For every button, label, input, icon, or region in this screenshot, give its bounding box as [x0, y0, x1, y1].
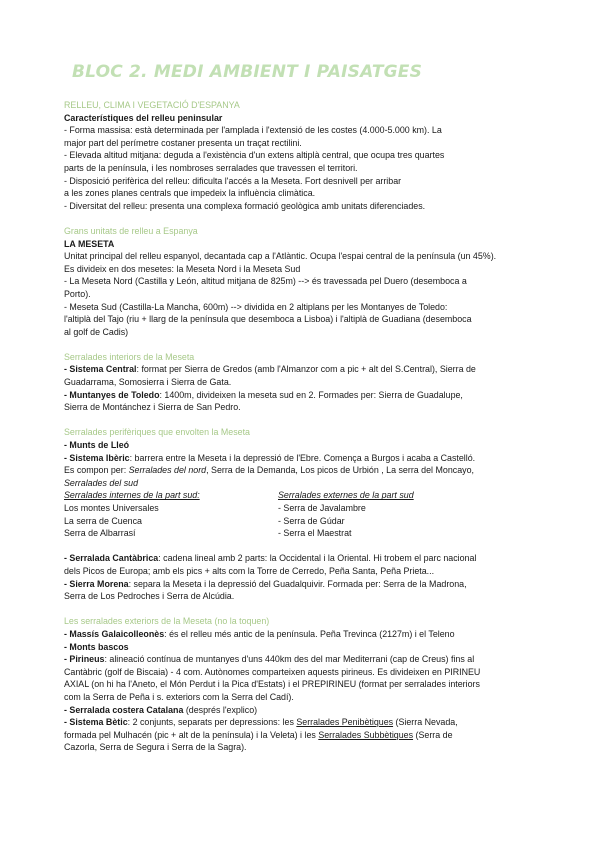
section-heading-relief: RELLEU, CLIMA I VEGETACIÓ D'ESPANYA — [64, 100, 240, 110]
list-item: Serra de Albarrasí — [64, 528, 136, 539]
text-span: Serralades Penibètiques — [296, 717, 394, 728]
text-line — [64, 653, 544, 666]
text-span: : cadena lineal amb 2 parts: la Occidental i la Oriental. Hi trobem el parc nacional — [158, 553, 477, 564]
list-item: - Serra el Maestrat — [278, 528, 352, 539]
list-item: La serra de Cuenca — [64, 515, 142, 526]
column-heading-internal: Serralades internes de la part sud: — [64, 490, 200, 501]
text-line — [64, 716, 544, 729]
term-sistema-iberic: - Sistema Ibèric — [64, 452, 130, 463]
term-massis-galaicolleones: - Massís Galaicolleonès — [64, 628, 165, 639]
text-line — [64, 464, 544, 477]
text-line — [64, 363, 544, 376]
text-line: a les zones planes centrals que impedeix la influència climàtica. — [64, 188, 316, 199]
text-line: al golf de Cadis) — [64, 326, 129, 337]
text-span: (Sierra Nevada, — [393, 717, 458, 728]
text-line: - Forma massisa: està determinada per l'amplada i l'extensió de les costes (4.000-5.000 km). La — [64, 125, 442, 136]
text-line: Sierra de Montánchez i Sierra de San Pedro. — [64, 402, 241, 413]
term-muntanyes-toledo: - Muntanyes de Toledo — [64, 389, 160, 400]
text-line — [64, 578, 544, 591]
text-span: (Serra de — [413, 729, 453, 740]
text-line: Es divideix en dos mesetes: la Meseta Nord i la Meseta Sud — [64, 263, 301, 274]
document-title: BLOC 2. MEDI AMBIENT I PAISATGES — [72, 62, 423, 82]
text-line: Porto). — [64, 288, 91, 299]
term-monts-bascos: - Monts bascos — [64, 641, 129, 652]
text-line — [64, 452, 544, 465]
text-line: - La Meseta Nord (Castilla y León, altitud mitjana de 825m) --> és travessada pel Duero (desemboca a — [64, 276, 467, 287]
text-span: (després l'explico) — [183, 704, 258, 715]
text-span: : alineació contínua de muntanyes d'uns 440km des del mar Mediterrani (cap de Creus) fins al — [104, 654, 475, 665]
two-column-list — [64, 489, 544, 502]
text-line — [64, 552, 544, 565]
text-span: : 2 conjunts, separats per depressions: les — [127, 717, 297, 728]
text-span: Serralades Subbètiques — [318, 729, 414, 740]
text-span: Es compon per: — [64, 465, 129, 476]
text-line: - Diversitat del relleu: presenta una complexa formació geològica amb unitats diferenciades. — [64, 200, 426, 211]
two-column-row — [64, 527, 544, 540]
two-column-row — [64, 502, 544, 515]
text-span: : 1400m, divideixen la meseta sud en 2. Formades per: Sierra de Guadalupe, — [159, 389, 463, 400]
text-line: Unitat principal del relleu espanyol, decantada cap a l'Atlàntic. Ocupa l'espai central de la península (un 45%). — [64, 251, 497, 262]
text-line: Serra de Los Pedroches i Serra de Alcúdia. — [64, 591, 235, 602]
text-line: Cazorla, Serra de Segura i Serra de la Sagra). — [64, 742, 247, 753]
text-span: formada pel Mulhacén (pic + alt de la península) i la Veleta) i les — [64, 729, 319, 740]
two-column-row — [64, 515, 544, 528]
list-item: - Serra de Javalambre — [278, 503, 366, 513]
list-item: Los montes Universales — [64, 503, 159, 513]
subheading-characteristics: Característiques del relleu peninsular — [64, 112, 223, 123]
text-line: l'altiplà del Tajo (riu + llarg de la península que desemboca a Lisboa) i l'altiplà de Guadiana (desemboca — [64, 314, 472, 325]
column-heading-external: Serralades externes de la part sud — [278, 490, 414, 501]
section-heading-peripheral: Serralades perifèriques que envolten la Meseta — [64, 427, 250, 438]
text-line: com la Serra de Peña i s. exteriors com la Serra del Cadí). — [64, 691, 294, 702]
text-span: : barrera entre la Meseta i la depressió de l'Ebre. Comença a Burgos i acaba a Castelló. — [129, 452, 476, 463]
text-line: Cantàbric (golf de Biscaia) - 4 com. Autònomes comparteixen aquests pirineus. Es divideixen en PIRINEU — [64, 666, 481, 677]
section-heading-interior: Serralades interiors de la Meseta — [64, 351, 195, 362]
text-span: Serralades del nord — [128, 465, 207, 476]
text-line: Serralades del sud — [64, 477, 139, 488]
text-line: AXIAL (on hi ha l'Aneto, el Món Perdut i la Pica d'Estats) i el PREPIRINEU (format per serralades interiors — [64, 679, 480, 690]
document-body — [64, 99, 544, 754]
term-serralada-cantabrica: - Serralada Cantàbrica — [64, 553, 159, 564]
list-item: - Serra de Gúdar — [278, 515, 345, 526]
term-sierra-morena: - Sierra Morena — [64, 578, 129, 589]
text-line: - Elevada altitud mitjana: deguda a l'existència d'un extens altiplà central, que ocupa tres quartes — [64, 150, 445, 161]
term-munts-lleo: - Munts de Lleó — [64, 440, 130, 451]
section-heading-units: Grans unitats de relleu a Espanya — [64, 225, 198, 236]
term-serralada-costera: - Serralada costera Catalana — [64, 704, 184, 715]
section-heading-exterior: Les serralades exteriors de la Meseta (no la toquen) — [64, 616, 270, 627]
text-span: : és el relleu més antic de la península. Peña Trevinca (2127m) i el Teleno — [164, 628, 455, 639]
text-line — [64, 729, 544, 742]
text-span: : separa la Meseta i la depressió del Guadalquivir. Formada per: Serra de la Madrona, — [128, 578, 467, 589]
term-sistema-betic: - Sistema Bètic — [64, 717, 128, 728]
text-line: - Meseta Sud (Castilla-La Mancha, 600m) --> dividida en 2 altiplans per les Montanyes de Toledo: — [64, 301, 448, 312]
subheading-meseta: LA MESETA — [64, 238, 115, 249]
text-line: major part del perímetre costaner presenta un traçat rectilini. — [64, 137, 302, 148]
text-line — [64, 389, 544, 402]
text-line — [64, 628, 544, 641]
text-span: : format per Sierra de Gredos (amb l'Almanzor com a pic + alt del S.Central), Sierra de — [136, 364, 476, 375]
text-line: - Disposició perifèrica del relleu: dificulta l'accés a la Meseta. Fort desnivell per arribar — [64, 175, 402, 186]
term-sistema-central: - Sistema Central — [64, 364, 137, 375]
text-line: parts de la península, i les nombroses serralades que travessen el territori. — [64, 162, 358, 173]
text-span: , Serra de la Demanda, Los picos de Urbión , La serra del Moncayo, — [206, 465, 474, 476]
text-line — [64, 704, 544, 717]
text-line: Guadarrama, Somosierra i Sierra de Gata. — [64, 377, 232, 388]
term-pirineus: - Pirineus — [64, 654, 105, 665]
text-line: dels Picos de Europa; amb els pics + alts com la Torre de Cerredo, Peña Santa, Peña Prieta... — [64, 565, 435, 576]
